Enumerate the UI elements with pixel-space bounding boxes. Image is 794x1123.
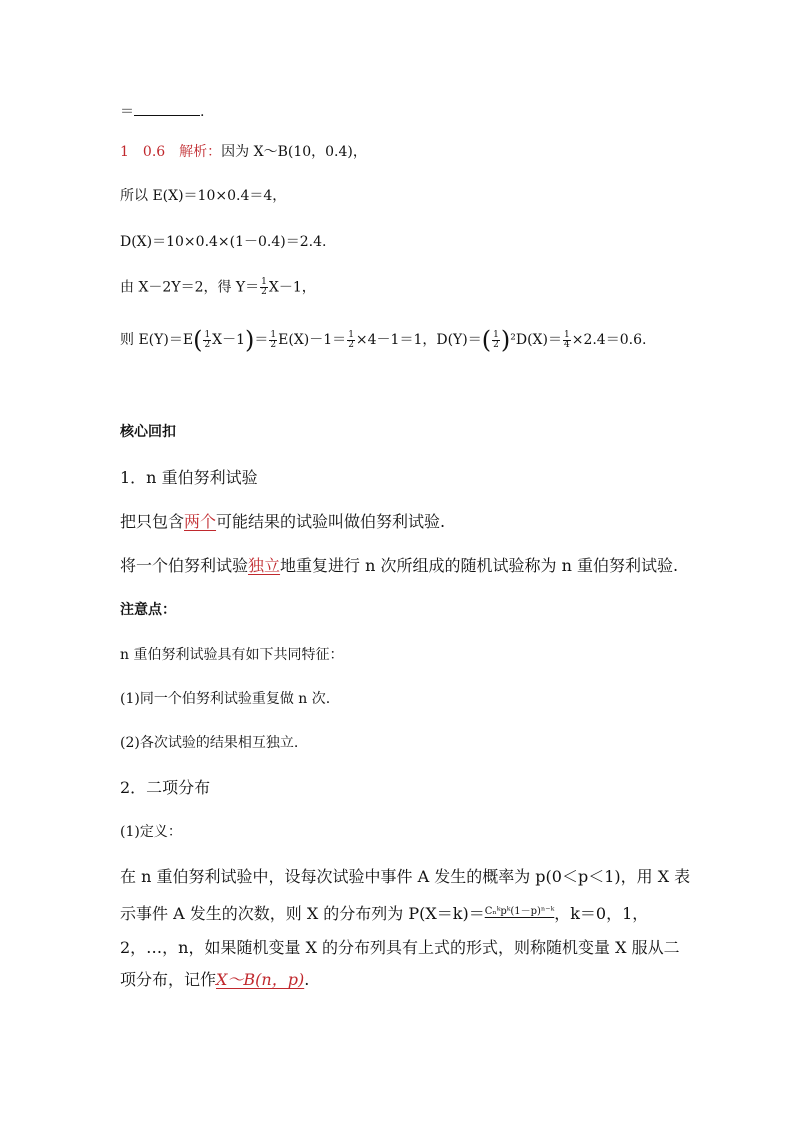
relation-line <box>120 278 316 297</box>
binomial-formula: Cₙᵏpᵏ(1－p)ⁿ⁻ᵏ <box>484 906 555 917</box>
definition-line-4 <box>120 972 309 988</box>
half-fraction: $\frac{1}{2}$ <box>204 329 211 350</box>
half-fraction: $\frac{1}{2}$ <box>270 329 277 350</box>
def-l2-a: 示事件 A 发生的次数，则 X 的分布列为 P(X＝k)＝ <box>120 904 485 923</box>
definition-title: (1)定义： <box>120 824 182 840</box>
result-f: ²D(X)＝ <box>510 332 562 348</box>
half-fraction: $\frac{1}{2}$ <box>348 329 354 350</box>
p1-a: 把只包含 <box>120 512 185 531</box>
blank-line: ＝ . <box>120 101 204 119</box>
result-e: ×4－1＝1，D(Y)＝ <box>355 332 482 348</box>
p1-b: 可能结果的试验叫做伯努利试验. <box>216 512 446 531</box>
item2-title: 2．二项分布 <box>120 778 211 797</box>
note-item-2: (2)各次试验的结果相互独立. <box>120 735 299 751</box>
answer-blank <box>134 101 200 116</box>
def-l2-b: ，k＝0，1， <box>554 904 649 923</box>
binomial-notation: X～B(n，p) <box>216 970 305 989</box>
result-d: E(X)－1＝ <box>278 332 347 348</box>
def-l4-b: . <box>304 970 310 989</box>
result-line: 则 E(Y)＝E( $\frac{1}{2}$ X－1)＝ $\frac{1}{2}$ E(X)－1＝ $\frac{1}{2}$ ×4－1＝1，D(Y)＝( $\frac{1}{2}$ )²D(X)＝ $\frac{1}{4}$ ×2.4＝0.6. <box>120 326 647 354</box>
answer-label: 1 0.6 解析： <box>120 144 222 160</box>
half-fraction: $\frac{1}{2}$ <box>493 329 499 350</box>
definition-line-1: 在 n 重伯努利试验中，设每次试验中事件 A 发生的概率为 p(0＜p＜1)，用 X 表 <box>120 867 691 886</box>
p2-b: 地重复进行 n 次所组成的随机试验称为 n 重伯努利试验. <box>280 556 679 575</box>
quarter-fraction: $\frac{1}{4}$ <box>563 329 570 350</box>
note-item-1: (1)同一个伯努利试验重复做 n 次. <box>120 691 331 707</box>
expectation-line: 所以 E(X)＝10×0.4＝4， <box>120 188 287 204</box>
def-l4-a: 项分布，记作 <box>120 970 217 989</box>
note-title: 注意点： <box>120 602 176 618</box>
half-fraction: $\frac{1}{2}$ <box>261 277 267 297</box>
result-g: ×2.4＝0.6. <box>571 332 647 348</box>
relation-text: 由 X－2Y＝2，得 Y＝ <box>120 279 260 296</box>
result-a: 则 E(Y)＝E <box>120 332 194 348</box>
bernoulli-definition <box>120 514 445 530</box>
p1-keyword: 两个 <box>184 512 217 531</box>
n-bernoulli-definition <box>120 558 678 574</box>
section-heading: 核心回扣 <box>120 424 176 440</box>
definition-line-2 <box>120 906 648 922</box>
result-c: ＝ <box>254 332 269 348</box>
result-b: X－1 <box>212 332 246 348</box>
p2-a: 将一个伯努利试验 <box>120 556 249 575</box>
note-intro: n 重伯努利试验具有如下共同特征： <box>120 647 344 663</box>
solution-answer-line <box>120 145 367 159</box>
p2-keyword: 独立 <box>248 556 281 575</box>
relation-text-end: X－1， <box>268 279 316 296</box>
definition-line-3: 2，…，n，如果随机变量 X 的分布列具有上式的形式，则称随机变量 X 服从二 <box>120 938 680 957</box>
item1-title: 1．n 重伯努利试验 <box>120 468 258 487</box>
variance-line: D(X)＝10×0.4×(1－0.4)＝2.4. <box>120 234 327 250</box>
solution-text: 因为 X～B(10，0.4)， <box>221 144 367 160</box>
